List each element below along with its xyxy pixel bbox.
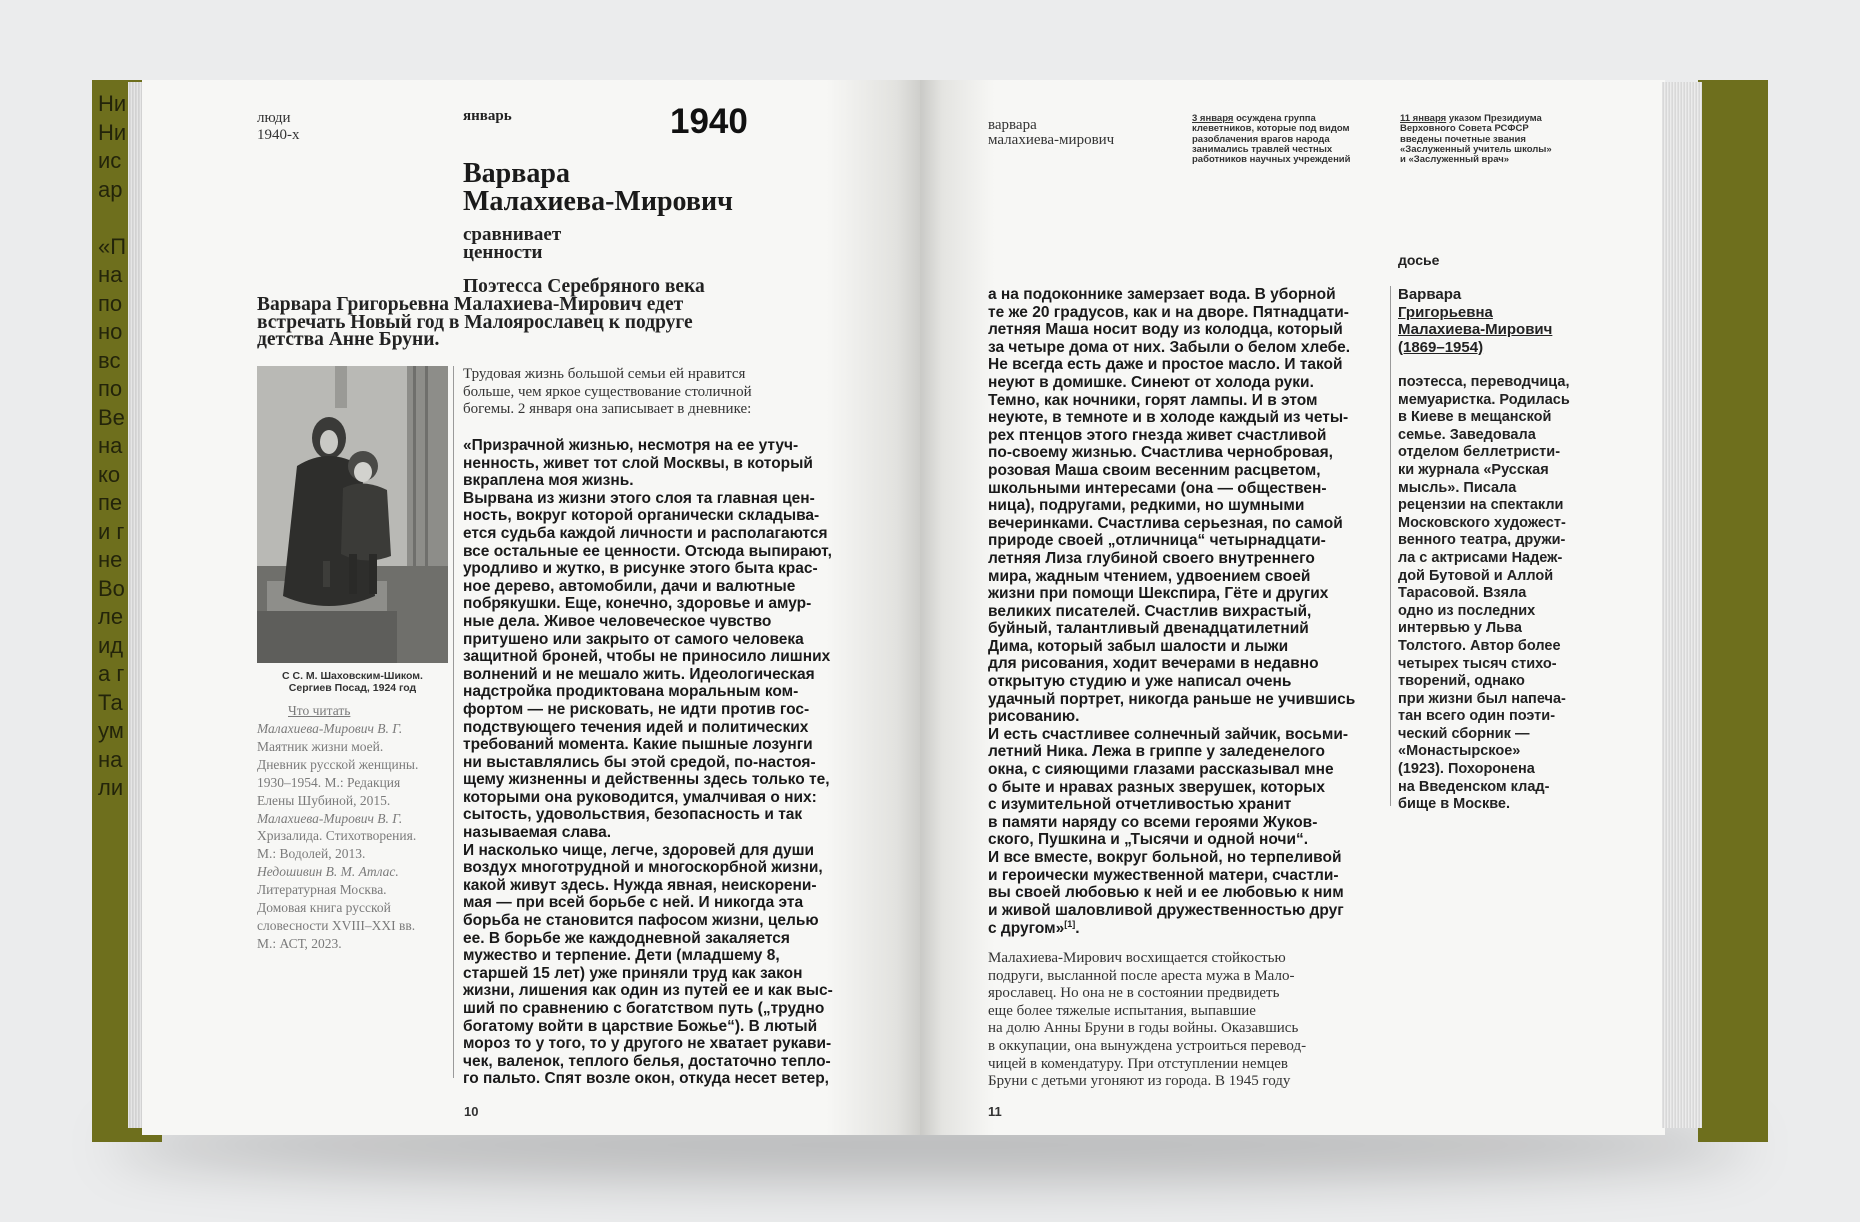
dossier-line: интервью у Льва: [1398, 620, 1522, 637]
lead-line-4: детства Анне Бруни.: [257, 329, 440, 350]
quote-line: все остальные ее ценности. Отсюда выпирают,: [463, 542, 832, 560]
dossier-line: семье. Заведовала: [1398, 426, 1536, 443]
quote-line: притушено или закрыто от самого человека: [463, 630, 804, 648]
body-line: ница), подругами, редкими, но шумными: [988, 497, 1305, 515]
dossier-line: «Монастырское»: [1398, 743, 1521, 760]
section-name: люди: [257, 110, 291, 126]
news-item-1: [1192, 114, 1351, 165]
news-line: занимались травлей честных: [1192, 143, 1333, 155]
cover-letter-line: по: [98, 290, 123, 316]
cover-letter-line: по: [98, 376, 123, 401]
news-item-2: [1400, 114, 1552, 165]
news-date: 11 января: [1400, 113, 1447, 124]
news-line: и «Заслуженный врач»: [1400, 154, 1510, 166]
running-head-line-2: малахиева-мирович: [988, 132, 1115, 148]
subtitle-line-1: сравнивает: [463, 224, 562, 245]
body-line: летний Ника. Лежа в гриппе у заледенелого: [988, 743, 1326, 761]
quote-line: чек, валенок, теплого белья, достаточно тепло-: [463, 1052, 831, 1070]
quote-line: мужество и терпение. Дети (младшему 8,: [463, 947, 780, 965]
body-line: природе своей „отличница“ четырнадцати-: [988, 532, 1326, 550]
news-line: работников научных учреждений: [1192, 154, 1351, 166]
archive-photo: [257, 366, 448, 663]
quote-line: щему жизненны и действенны здесь только те,: [463, 771, 830, 789]
reading-list-line: Литературная Москва.: [257, 882, 387, 898]
dossier-rule: [1390, 286, 1391, 806]
dossier-name-line-1: Варвара: [1398, 286, 1462, 303]
quote-line: требований момента. Какие пышные лозунги: [463, 736, 813, 754]
quote-last-line: с другом»: [988, 920, 1065, 937]
page-number-right: 11: [988, 1104, 1002, 1119]
quote-line: ные дела. Живое человеческое чувство: [463, 612, 772, 630]
dossier-line: ческий сборник —: [1398, 725, 1530, 742]
quote-line: воздух многотрудной и многоскорбной жизни,: [463, 859, 823, 877]
archive-photo-image: [257, 366, 448, 663]
quote-line: уродливо и жутко, в рисунке этого быта крас-: [463, 560, 818, 578]
dossier-line: мемуаристка. Родилась: [1398, 391, 1570, 408]
reading-list-line: М.: АСТ, 2023.: [257, 935, 342, 951]
body-line: летняя Лиза глубиной своего внутреннего: [988, 549, 1315, 567]
dossier-line: (1923). Похоронена: [1398, 761, 1535, 778]
intro-paragraph: [463, 366, 752, 419]
dossier-name-line-2: Григорьевна: [1398, 303, 1493, 321]
body-line: розовая Маша своим весенним расцветом,: [988, 461, 1321, 479]
quote-line: «Призрачной жизнью, несмотря на ее утуч-: [463, 437, 799, 454]
quote-line: ший по сравнению с богатством путь („трудно: [463, 1000, 825, 1017]
body-line: жизни при помощи Шекспира, Гёте и других: [988, 585, 1329, 603]
dossier-line: отделом беллетристи-: [1398, 444, 1561, 461]
quote-line: борьба не становится пафосом жизни, целью: [463, 912, 819, 930]
body-line: вы своей любовью к ней и ее любовью к ним: [988, 884, 1344, 902]
body-line: вечеринками. Счастлива серьезная, по самой: [988, 514, 1343, 532]
body-line: Не всегда есть даже и простое масло. И такой: [988, 356, 1343, 374]
lead-line-2: Варвара Григорьевна Малахиева-Мирович едет: [257, 294, 684, 315]
reading-list: [257, 720, 452, 953]
lead-paragraph: [257, 296, 693, 349]
dossier-line: творений, однако: [1398, 673, 1525, 690]
dossier-name: [1398, 286, 1552, 356]
body-line: и живой шаловливой дружественностью друг: [988, 901, 1344, 919]
reading-list-line: Малахиева-Мирович В. Г.: [257, 721, 403, 736]
news-line: 3 января осуждена группа: [1192, 113, 1316, 124]
quote-line: побрякушки. Еще, конечно, здоровье и амур-: [463, 595, 812, 613]
body-line: летняя Маша носит воду из колодца, который: [988, 321, 1343, 339]
cover-letter-line: Во: [98, 575, 125, 601]
body-line: ского, Пушкина и „Тысячи и одной ночи“.: [988, 831, 1309, 849]
running-head: [988, 118, 1114, 148]
reading-list-line: Малахиева-Мирович В. Г.: [257, 810, 403, 826]
dossier-label: досье: [1398, 252, 1440, 268]
title-line-1: Варвара: [463, 158, 570, 189]
body-line: неуюте, в темноте и в холоде каждый из четы-: [988, 409, 1349, 427]
narrative-line: в оккупации, она вынуждена устроиться перевод-: [988, 1037, 1307, 1054]
section-decade: 1940-х: [257, 127, 300, 143]
page-number-left: 10: [464, 1104, 479, 1119]
cover-letter-line: на: [98, 262, 123, 287]
dossier-line: рецензии на спектакли: [1398, 497, 1564, 514]
quote-line: подствующего течения идей и политических: [463, 718, 809, 736]
footnote-marker[interactable]: [1]: [1064, 918, 1076, 929]
photo-caption-line-2: Сергиев Посад, 1924 год: [288, 682, 417, 694]
dossier-line: тан всего один поэти-: [1398, 708, 1556, 725]
narrative-line: Бруни с детьми угоняют из города. В 1945 году: [988, 1073, 1291, 1090]
narrative-line: подруги, высланной после ареста мужа в Мало-: [988, 967, 1295, 984]
running-head-line-1: варвара: [988, 117, 1037, 133]
body-line: И есть счастливее солнечный зайчик, восьми-: [988, 725, 1349, 743]
narrative-line: ярославец. Но она не в состоянии предвидеть: [988, 985, 1280, 1002]
dossier-line: Тарасовой. Взяла: [1398, 585, 1527, 602]
cover-letter-line: Ни: [98, 119, 127, 145]
cover-letter-line: ис: [98, 148, 122, 173]
dossier-line: четырех тысяч стихо-: [1398, 655, 1557, 672]
article-subtitle: [463, 226, 561, 262]
dossier-name-line-4: (1869–1954): [1398, 338, 1484, 356]
body-line: и героически мужественной матери, счастли-: [988, 866, 1339, 884]
article-title: [463, 160, 733, 216]
quote-last-suffix: .: [1075, 920, 1080, 937]
body-line: окна, с сияющими глазами рассказывал мне: [988, 761, 1334, 779]
dossier-text: [1398, 374, 1570, 814]
cover-letter-line: Та: [98, 689, 123, 715]
cover-letter-line: а г: [98, 661, 125, 686]
narrative-paragraph: [988, 950, 1306, 1091]
reading-list-line: Хризалида. Стихотворения.: [257, 828, 417, 844]
intro-line: богемы. 2 января она записывает в дневнике:: [463, 401, 752, 418]
dossier-line: ки журнала «Русская: [1398, 461, 1549, 478]
reading-list-line: Елены Шубиной, 2015.: [257, 792, 391, 808]
reading-list-line: Домовая книга русской: [257, 900, 391, 916]
diary-quote-continued: [988, 286, 1355, 919]
cover-letter-line: не: [98, 547, 123, 572]
cover-letter-line: на: [98, 433, 123, 458]
body-line: а на подоконнике замерзает вода. В уборной: [988, 286, 1336, 303]
news-line: «Заслуженный учитель школы»: [1400, 143, 1552, 155]
news-line: 11 января указом Президиума: [1400, 113, 1542, 124]
body-line: школьными интересами (она — обществен-: [988, 479, 1327, 497]
quote-line: ни выставлялись бы этой средой, по-настоя-: [463, 753, 816, 771]
quote-line: вкраплена моя жизнь.: [463, 472, 634, 490]
dossier-line: мысль». Писала: [1398, 479, 1517, 496]
dossier-line: Московского художест-: [1398, 514, 1566, 531]
quote-line: надстройка продиктована моральным ком-: [463, 683, 799, 701]
body-line: в памяти наряду со всеми героями Жуков-: [988, 813, 1318, 831]
quote-line: Вырвана из жизни этого слоя та главная цен-: [463, 489, 815, 507]
body-line: с изумительной отчетливостью хранит: [988, 796, 1292, 814]
dossier-line: бище в Москве.: [1398, 796, 1511, 813]
back-cover-right: [1698, 80, 1768, 1142]
body-line: о быте и нравах разных зверушек, которых: [988, 778, 1326, 796]
news-line: клеветников, которые под видом: [1192, 123, 1350, 135]
subtitle-line-2: ценности: [463, 242, 543, 263]
cover-letter-line: «П: [98, 233, 127, 259]
cover-letter-line: ли: [98, 775, 124, 800]
quote-line: И насколько чище, легче, здоровей для души: [463, 841, 815, 859]
dossier-line: венного театра, дружи-: [1398, 532, 1566, 549]
body-line: удачный портрет, никогда раньше не учившись: [988, 690, 1356, 708]
dossier-line: ла с актрисами Надеж-: [1398, 549, 1563, 566]
photo-caption: [257, 670, 448, 694]
lead-line-1: Поэтесса Серебряного века: [463, 276, 705, 297]
body-line: неуют в домишке. Синеют от холода руки.: [988, 373, 1314, 391]
narrative-line: на долю Анны Бруни в годы войны. Оказавшись: [988, 1020, 1299, 1037]
quote-line: го пальто. Спят возле окон, откуда несет ветер,: [463, 1070, 829, 1088]
dossier-line: одно из последних: [1398, 602, 1536, 619]
reading-list-line: Маятник жизни моей.: [257, 738, 384, 754]
cover-letter-line: ум: [98, 718, 124, 743]
body-line: открытую студию и уже написал очень: [988, 673, 1292, 691]
body-line: те же 20 градусов, как и на дворе. Пятнадцати-: [988, 303, 1349, 321]
quote-line: богатому войти в царствие Божье“). В лютый: [463, 1017, 818, 1035]
narrative-line: чицей в комендатуру. При отступлении немцев: [988, 1055, 1288, 1072]
cover-letter-line: но: [98, 319, 123, 344]
cover-letter-line: и г: [98, 518, 125, 544]
body-line: за четыре дома от них. Забыли о белом хлебе.: [988, 338, 1351, 356]
cover-letter-line: ид: [98, 632, 124, 658]
body-line: И все вместе, вокруг больной, но терпеливой: [988, 849, 1342, 866]
quote-line: ненность, живет тот слой Москвы, в который: [463, 454, 813, 472]
cover-letter-line: вс: [98, 347, 121, 373]
page-edges-right: [1662, 82, 1702, 1128]
reading-list-line: Дневник русской женщины.: [257, 756, 419, 772]
news-line: введены почетные звания: [1400, 133, 1526, 145]
quote-line: ность, вокруг которой органически складыва-: [463, 507, 820, 525]
reading-heading: Что читать: [288, 703, 351, 718]
lead-line-3: встречать Новый год в Малоярославец к подруге: [257, 311, 693, 333]
dossier-line: Толстого. Автор более: [1398, 637, 1561, 654]
dossier-line: на Введенском клад-: [1398, 778, 1550, 795]
reading-list-line: Недошивин В. М. Атлас.: [257, 864, 399, 880]
intro-line: Трудовая жизнь большой семьи ей нравится: [463, 366, 746, 382]
quote-line: сытость, удовольствия, безопасность и так: [463, 806, 803, 824]
body-line: Темно, как ночники, горят лампы. И в этом: [988, 391, 1318, 409]
quote-ending: [988, 920, 1080, 938]
quote-line: которыми она руководится, умалчивая о них:: [463, 788, 817, 806]
body-line: буйный, талантливый двенадцатилетний: [988, 620, 1309, 638]
body-line: рисованию.: [988, 708, 1080, 726]
quote-line: защитной броней, чтобы не приносило лишних: [463, 648, 831, 666]
cover-letter-line: на: [98, 746, 123, 772]
cover-letter-line: Ве: [98, 404, 125, 430]
cover-letter-line: ко: [98, 461, 121, 487]
reading-list-line: 1930–1954. М.: Редакция: [257, 774, 401, 790]
left-column-rule: [453, 366, 454, 1078]
cover-letter-line: ле: [98, 604, 124, 629]
cover-letter-line: ар: [98, 176, 123, 202]
narrative-line: Малахиева-Мирович восхищается стойкостью: [988, 950, 1286, 966]
dossier-name-line-3: Малахиева-Мирович: [1398, 321, 1553, 338]
body-line: великих писателей. Счастлив вихрастый,: [988, 602, 1312, 620]
cover-letter-line: Ни: [98, 91, 127, 116]
quote-line: какой живут здесь. Нужда явная, неискорени-: [463, 876, 817, 894]
quote-line: мая — при всей борьбе с ней. И никогда эта: [463, 894, 804, 912]
reading-list-line: М.: Водолей, 2013.: [257, 846, 366, 862]
body-line: Дима, который забыл шалости и лыжи: [988, 637, 1289, 655]
dossier-line: поэтесса, переводчица,: [1398, 374, 1570, 390]
quote-line: волнений и не мешало жить. Идеологическая: [463, 665, 815, 683]
quote-line: называемая слава.: [463, 824, 612, 842]
dossier-line: дой Бутовой и Аллой: [1398, 567, 1554, 584]
quote-line: фортом — не рисковать, не идти против гос-: [463, 700, 810, 718]
month-label: январь: [463, 108, 512, 124]
body-line: для рисования, ходит вечерами в недавно: [988, 655, 1319, 673]
news-line: разоблачения врагов народа: [1192, 133, 1330, 145]
photo-caption-line-1: С С. М. Шаховским-Шиком.: [282, 670, 423, 682]
year-heading: 1940: [670, 102, 748, 141]
quote-line: жизни, лишения как один из путей ее и как выс-: [463, 982, 833, 1000]
intro-line: больше, чем яркое существование столичной: [463, 383, 752, 400]
dossier-line: в Киеве в мещанской: [1398, 409, 1552, 426]
quote-line: ее. В борьбе же каждодневной закаляется: [463, 929, 790, 947]
quote-line: ется судьба каждой личности и располагаются: [463, 524, 828, 542]
quote-line: старшей 15 лет) уже приняли труд как закон: [463, 964, 803, 982]
cover-letter-line: пе: [98, 490, 123, 515]
body-line: по-своему жизнью. Счастлива чернобровая,: [988, 444, 1333, 462]
narrative-line: еще более тяжелые испытания, выпавшие: [988, 1002, 1256, 1019]
dossier-line: при жизни был напеча-: [1398, 690, 1566, 707]
body-line: мира, жадным чтением, удвоением своей: [988, 567, 1311, 585]
diary-quote: [463, 437, 833, 1088]
quote-line: ное дерево, автомобили, дачи и валютные: [463, 577, 796, 595]
section-label: [257, 110, 300, 144]
news-line: Верховного Совета РСФСР: [1400, 123, 1529, 135]
body-line: рех птенцов этого гнезда живет счастливой: [988, 426, 1327, 444]
reading-list-line: словесности XVIII–XXI вв.: [257, 917, 416, 933]
title-line-2: Малахиева-Мирович: [463, 186, 733, 217]
news-date: 3 января: [1192, 113, 1234, 124]
quote-line: мороз то у того, то у другого не хватает рукави-: [463, 1035, 832, 1053]
